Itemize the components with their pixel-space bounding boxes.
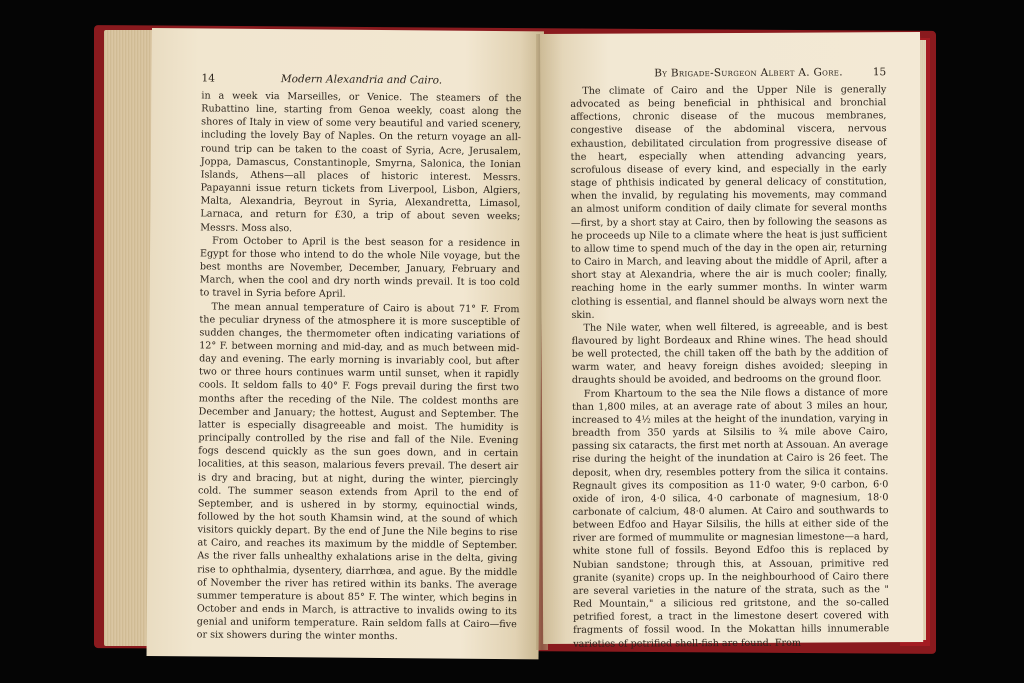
- right-paragraph-3: From Khartoum to the sea the Nile flows a distance of more than 1,800 miles, at an average rate of about 3 miles an hour, increased to 4½ miles at the height of the inundation, varying in breadth from 350 yards at Silsilis to ¾ mile above Cairo, passing six cataracts, the first met north at Assouan. An average rise during the height of the inundation at Cairo is 26 feet. The deposit, when dry, resembles pottery from the silica it contains. Regnault gives its composition as 11·0 water, 9·0 carbon, 6·0 oxide of iron, 4·0 silica, 4·0 carbonate of magnesium, 18·0 carbonate of calcium, 48·0 alumen. At Cairo and southwards to between Edfoo and Hayar Silsilis, the hills at either side of the river are formed of mummulite or magnesian limestone—a hard, white stone full of fossils. Beyond Edfoo this is replaced by Nubian sandstone; through this, at Assouan, primitive red granite (syanite) crops up. In the neighbourhood of Cairo there are several varieties in the nature of the strata, such as the " Red Mountain," a silicious red gritstone, and the so-called petrified forest, a tract in the limestone desert covered with fragments of fossil wood. In the Mokattan hills innumerable varieties of petrified shell-fish are found. From: [571, 386, 890, 650]
- left-running-title: Modern Alexandria and Cairo.: [280, 73, 443, 87]
- right-paragraph-1: The climate of Cairo and the Upper Nile is generally advocated as being beneficial in phthisical and bronchial affections, chronic disease of the mucous membranes, congestive disease of the abdominal viscera, nervous exhaustion, debilitated circulation from progressive disease of the heart, especially when attending advancing years, scrofulous disease of every kind, and especially in the early stage of phthisis indicated by general delicacy of constitution, when the invalid, by regulating his movements, may command an almost uniform condition of daily climate for several months—first, by a short stay at Cairo, then by following the seasons as he proceeds up Nile to a climate where the heat is just sufficient to allow time to spend much of the day in the open air, returning to Cairo in March, and leaving about the middle of April, after a short stay at Alexandria, where the air is much cooler; finally, reaching home in the early summer months. In winter warm clothing is essential, and flannel should be always worn next the skin.: [570, 84, 888, 321]
- right-page: [540, 32, 923, 650]
- left-page-header: [202, 72, 522, 87]
- right-paragraph-2: The Nile water, when well filtered, is agreeable, and is best flavoured by light Bordeaux and Rhine wines. The head should be well protected, the chill taken off the bath by the addition of warm water, and heavy foreign dishes avoided; sleeping in draughts should be avoided, and bedrooms on the ground floor.: [571, 320, 888, 387]
- left-paragraph-1: in a week via Marseilles, or Venice. The steamers of the Rubattino line, starting from Genoa weekly, coast along the shores of Italy in view of some very beautiful and varied scenery, including the lovely Bay of Naples. On the return voyage an all-round trip can be taken to the coast of Syria, Acre, Jerusalem, Joppa, Damascus, Constantinople, Smyrna, Salonica, the Ionian Islands, Athens—all places of historic interest. Messrs. Papayanni issue return tickets from Liverpool, Lisbon, Algiers, Malta, Alexandria, Beyrout in Syria, Alexandretta, Limasol, Larnaca, and return for £30, a trip of about seven weeks; Messrs. Moss also.: [200, 90, 522, 234]
- right-page-number: 15: [872, 66, 887, 79]
- left-paragraph-3: The mean annual temperature of Cairo is about 71° F. From the peculiar dryness of the atmosphere it is more susceptible of sudden changes, the thermometer often indicating variations of 12° F. between morning and mid-day, and as much between mid-day and evening. The early morning is invariably cool, but after two or three hours continues warm until sunset, when it rapidly cools. It seldom falls to 40° F. Fogs prevail during the first two months after the receding of the Nile. The coldest months are December and January; the hottest, August and September. The latter is especially disagreeable and moist. The humidity is principally controlled by the rise and fall of the Nile. Evening fogs descend quickly as the sun goes down, and in certain localities, at this season, malarious fevers prevail. The desert air is dry and bracing, but at night, during the winter, piercingly cold. The summer season extends from April to the end of September, and is ushered in by stormy, equinoctial winds, followed by the hot south Khamsin wind, at the sound of which visitors quickly depart. By the end of June the Nile begins to rise at Cairo, and reaches its maximum by the middle of September. As the river falls unhealthy exhalations arise in the delta, giving rise to ophthalmia, dysentery, diarrhœa, and ague. By the middle of November the river has retired within its banks. The average summer temperature is about 85° F. The winter, which begins in October and ends in March, is attractive to invalids owing to its genial and uniform temperature. Rain seldom falls at Cairo—five or six showers during the winter months.: [196, 301, 520, 643]
- left-page-number: 14: [201, 72, 215, 85]
- right-page-header: [570, 66, 886, 80]
- left-paragraph-2: From October to April is the best season for a residence in Egypt for those who intend to do the whole Nile voyage, but the best months are November, December, January, February and March, when the cool and dry north winds prevail. It is too cold to travel in Syria before April.: [199, 235, 521, 301]
- right-running-title: By Brigade-Surgeon Albert A. Gore.: [654, 66, 843, 80]
- right-page-body: [570, 83, 889, 650]
- left-page: [147, 28, 544, 659]
- left-page-body: [197, 89, 522, 644]
